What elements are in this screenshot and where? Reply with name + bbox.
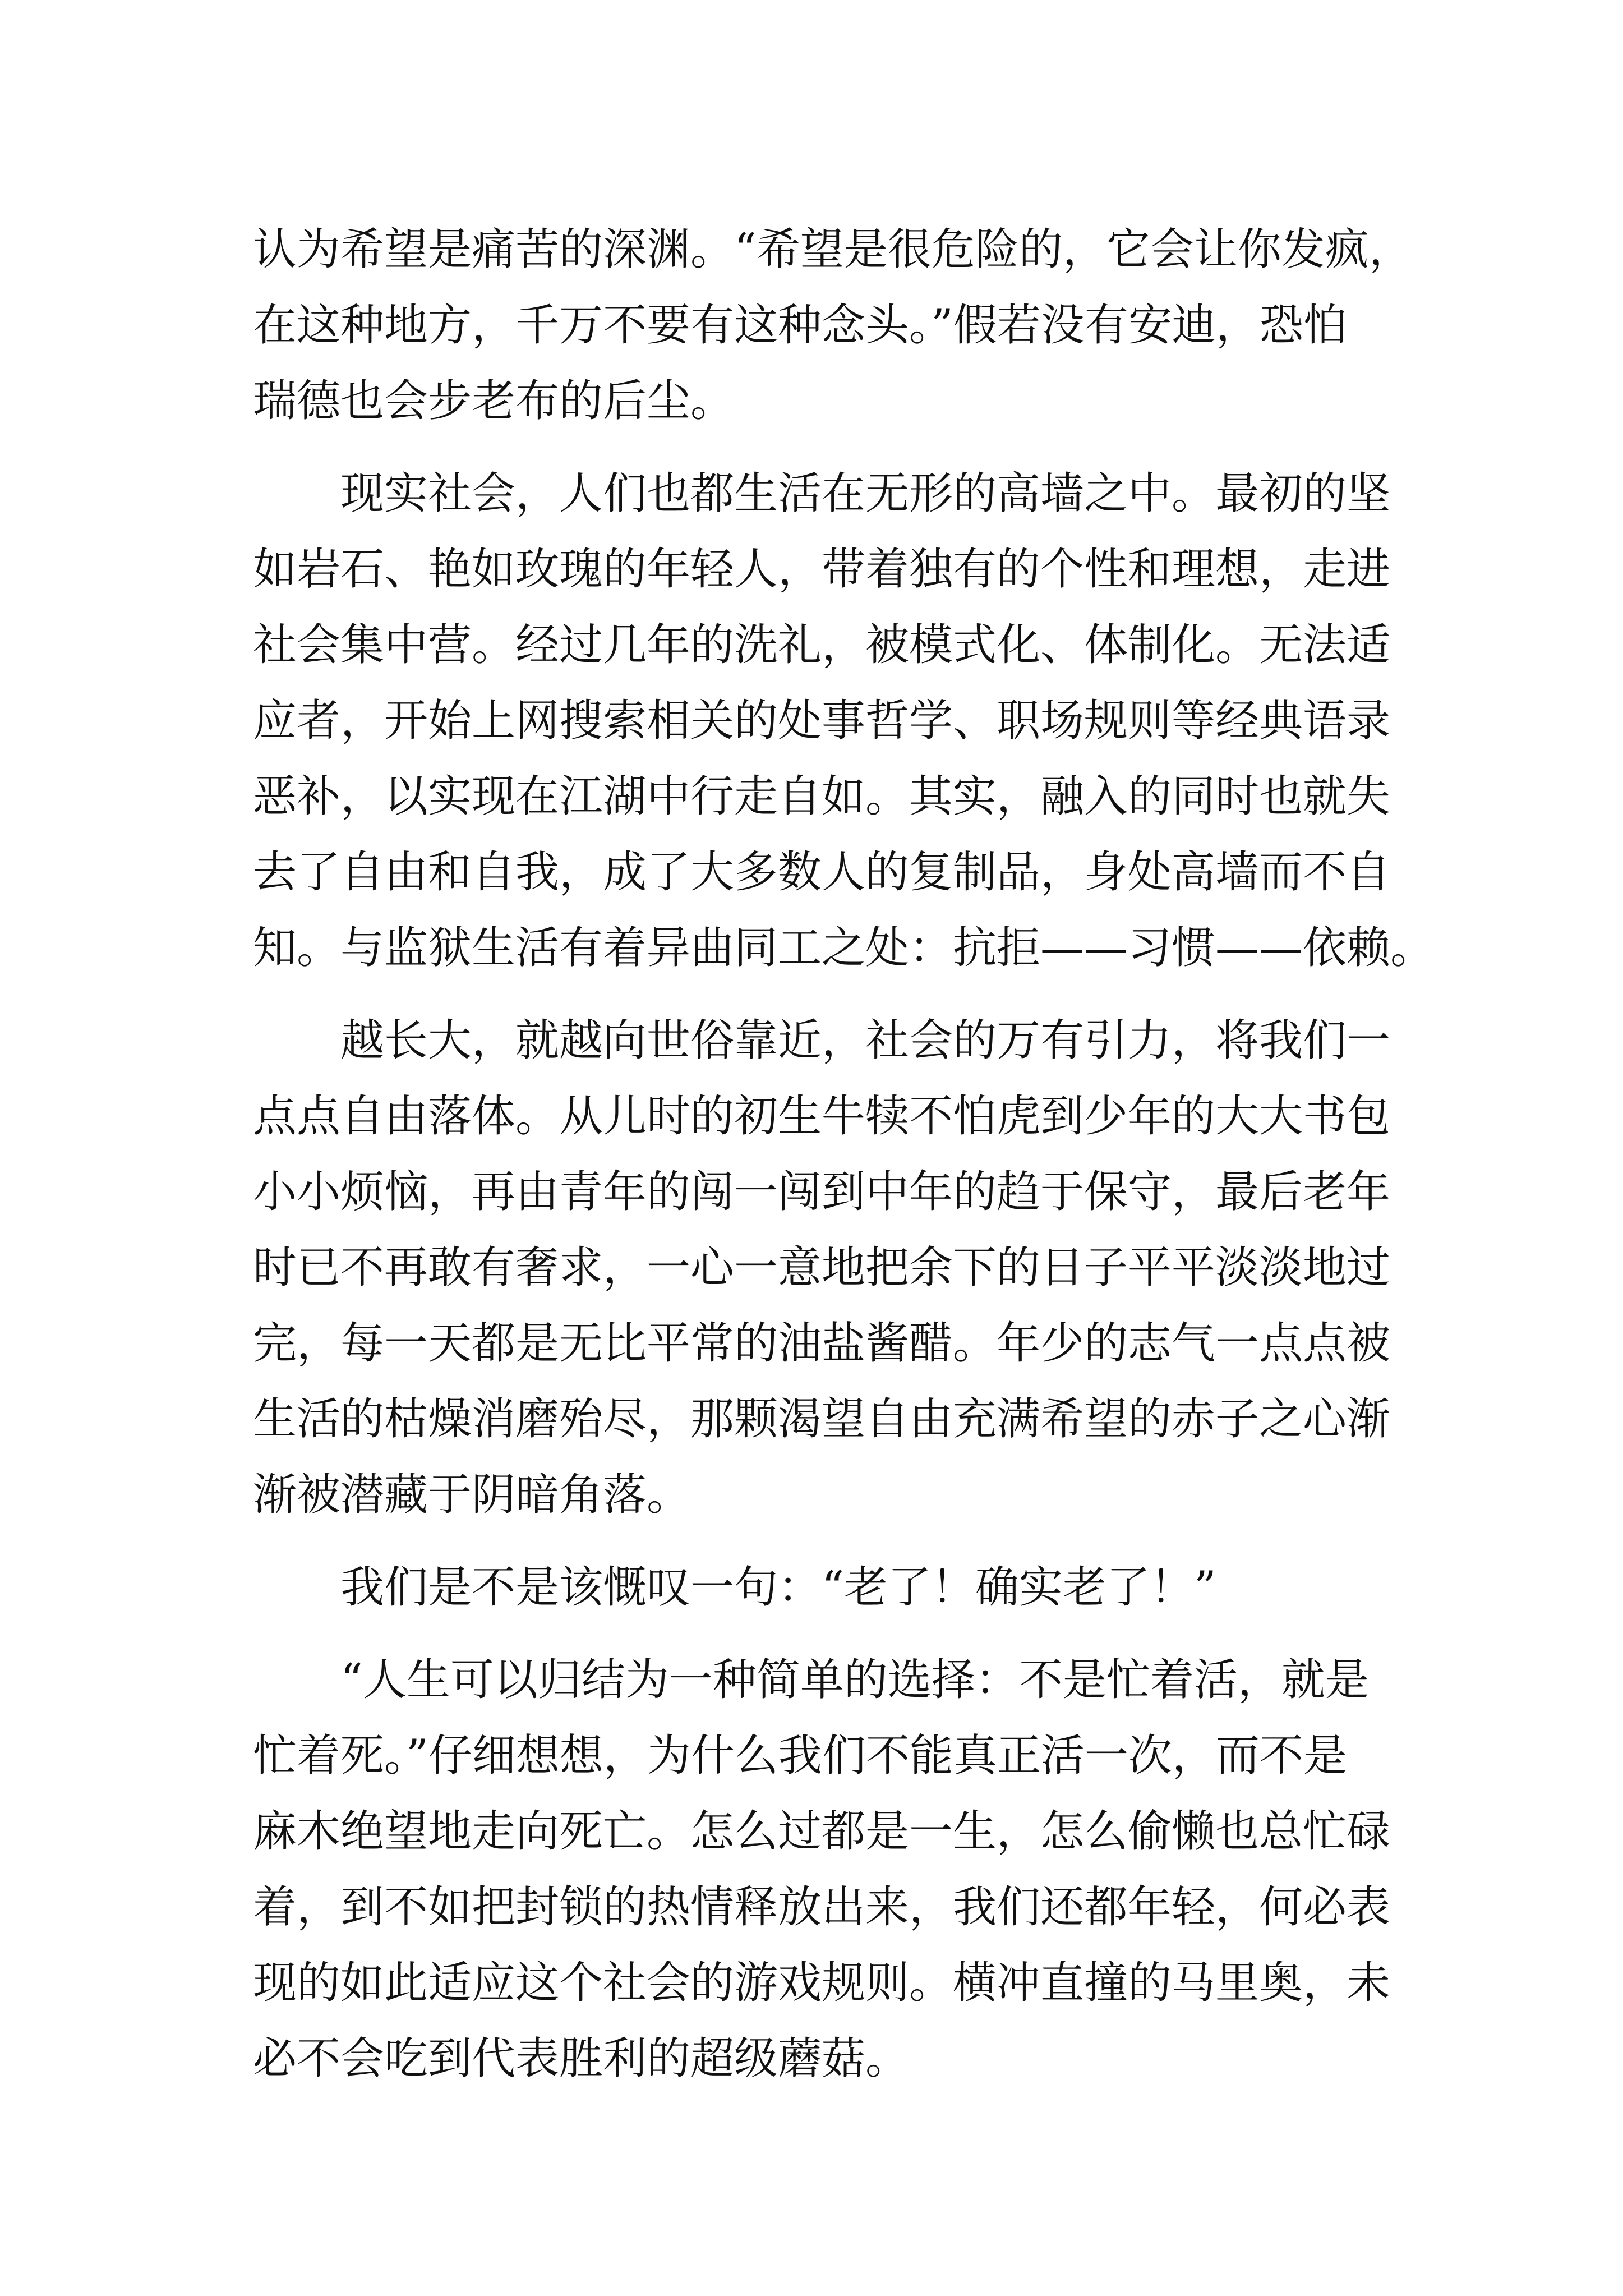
text-line: 在这种地方，千万不要有这种念头。”假若没有安迪，恐怕	[253, 300, 1347, 351]
text-line: 社会集中营。经过几年的洗礼，被模式化、体制化。无法适	[253, 620, 1391, 670]
text-line: 生活的枯燥消磨殆尽，那颗渴望自由充满希望的赤子之心渐	[253, 1394, 1391, 1444]
text-line: 应者，开始上网搜索相关的处事哲学、职场规则等经典语录	[253, 696, 1391, 746]
paragraph-5	[253, 1642, 1397, 2097]
text-line: 渐被潜藏于阴暗角落。	[253, 1470, 691, 1520]
document-body	[253, 212, 1435, 2097]
text-line: 着，到不如把封锁的热情释放出来，我们还都年轻，何必表	[253, 1882, 1391, 1932]
paragraph-3	[253, 1003, 1397, 1533]
text-line: 时已不再敢有奢求，一心一意地把余下的日子平平淡淡地过	[253, 1243, 1391, 1293]
text-line: 去了自由和自我，成了大多数人的复制品，身处高墙而不自	[253, 847, 1391, 898]
text-line: 现实社会，人们也都生活在无形的高墙之中。最初的坚	[340, 468, 1391, 519]
text-line: 我们是不是该慨叹一句：“老了！确实老了！”	[340, 1562, 1216, 1613]
text-line: 现的如此适应这个社会的游戏规则。横冲直撞的马里奥，未	[253, 1958, 1391, 2008]
text-line: 小小烦恼，再由青年的闯一闯到中年的趋于保守，最后老年	[253, 1167, 1391, 1217]
text-line: 完，每一天都是无比平常的油盐酱醋。年少的志气一点点被	[253, 1318, 1391, 1369]
text-line: 点点自由落体。从儿时的初生牛犊不怕虎到少年的大大书包	[253, 1091, 1391, 1142]
text-line: 必不会吃到代表胜利的超级蘑菇。	[253, 2033, 910, 2084]
text-line: 瑞德也会步老布的后尘。	[253, 376, 735, 426]
text-line: 麻木绝望地走向死亡。怎么过都是一生，怎么偷懒也总忙碌	[253, 1806, 1391, 1857]
text-line: 恶补，以实现在江湖中行走自如。其实，融入的同时也就失	[253, 771, 1391, 822]
text-line: 如岩石、艳如玫瑰的年轻人，带着独有的个性和理想，走进	[253, 544, 1391, 595]
text-line: 知。与监狱生活有着异曲同工之处：抗拒——习惯——依赖。	[253, 923, 1435, 973]
text-line: 认为希望是痛苦的深渊。“希望是很危险的，它会让你发疯，	[253, 224, 1413, 275]
paragraph-1	[253, 212, 1413, 439]
paragraph-4	[253, 1550, 1397, 1626]
paragraph-2	[253, 456, 1435, 986]
text-line: 忙着死。”仔细想想，为什么我们不能真正活一次，而不是	[253, 1731, 1347, 1781]
text-line: 越长大，就越向世俗靠近，社会的万有引力，将我们一	[340, 1015, 1391, 1066]
text-line: “人生可以归结为一种简单的选择：不是忙着活，就是	[340, 1655, 1369, 1705]
